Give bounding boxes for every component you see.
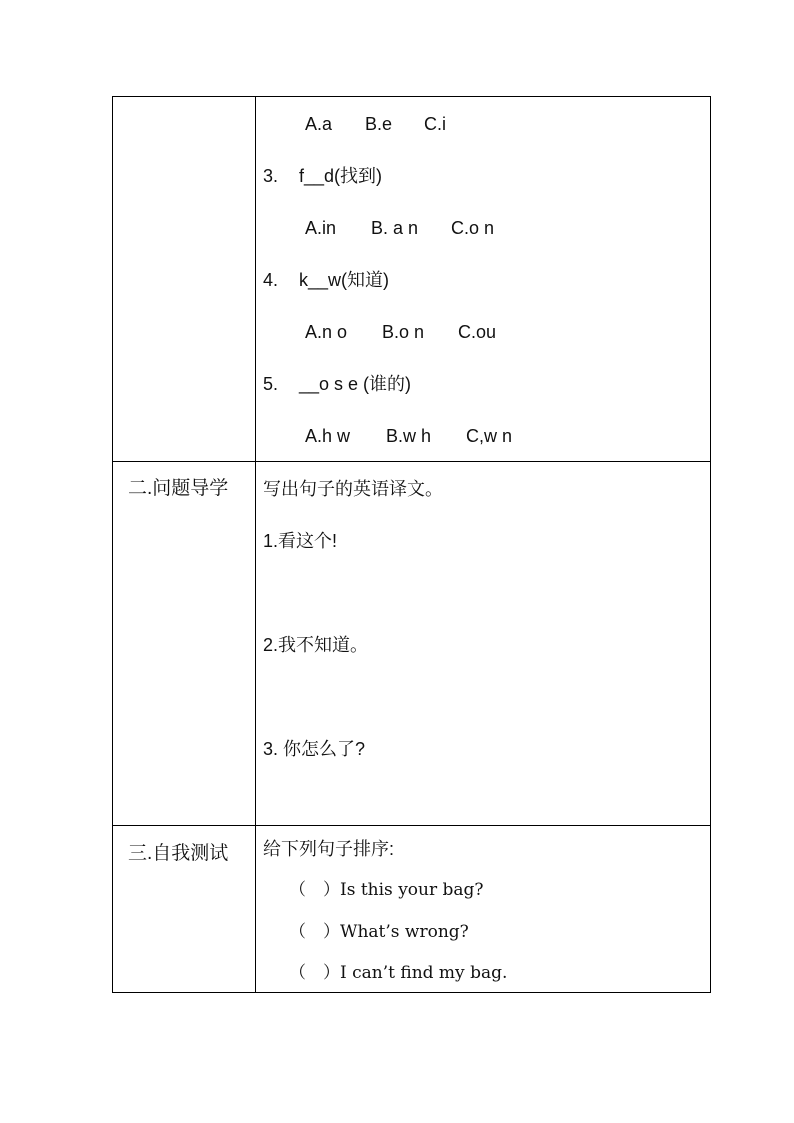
ordering-item-1: （ ）Is this your bag? xyxy=(289,880,484,900)
q5-option-b: B.w h xyxy=(386,426,432,446)
column-divider xyxy=(255,96,256,993)
q5-option-a: A.h w xyxy=(305,426,351,446)
q3-option-a: A.in xyxy=(305,218,337,238)
ordering-item-3: （ ）I can’t find my bag. xyxy=(289,963,508,983)
q4-number: 4. xyxy=(263,270,279,290)
q4-option-b: B.o n xyxy=(382,322,425,342)
q5-option-c: C,w n xyxy=(466,426,513,446)
translation-item-3: 3. 你怎么了? xyxy=(263,739,366,759)
q2-option-b: B.e xyxy=(365,114,393,134)
q5-text: __o s e (谁的) xyxy=(299,374,412,394)
q3-text: f__d(找到) xyxy=(299,166,383,186)
translation-item-1: 1.看这个! xyxy=(263,531,338,551)
section3-instruction: 给下列句子排序: xyxy=(263,839,395,859)
ordering-item-2: （ ）What’s wrong? xyxy=(289,922,469,942)
worksheet-table xyxy=(112,96,711,993)
table-border-left xyxy=(112,96,113,993)
row-divider-1 xyxy=(112,461,711,462)
table-border-bottom xyxy=(112,992,711,993)
q3-number: 3. xyxy=(263,166,279,186)
section-label-guided-questions: 二.问题导学 xyxy=(128,478,229,499)
translation-item-2: 2.我不知道。 xyxy=(263,635,369,655)
q4-option-c: C.ou xyxy=(458,322,497,342)
q4-text: k__w(知道) xyxy=(299,270,390,290)
q3-option-b: B. a n xyxy=(371,218,419,238)
q4-option-a: A.n o xyxy=(305,322,348,342)
section2-instruction: 写出句子的英语译文。 xyxy=(263,479,443,499)
table-border-top xyxy=(112,96,711,97)
q5-number: 5. xyxy=(263,374,279,394)
q2-option-a: A.a xyxy=(305,114,333,134)
q2-option-c: C.i xyxy=(424,114,446,134)
q3-option-c: C.o n xyxy=(451,218,495,238)
table-border-right xyxy=(710,96,711,993)
section-label-self-test: 三.自我测试 xyxy=(128,843,229,864)
row-divider-2 xyxy=(112,825,711,826)
